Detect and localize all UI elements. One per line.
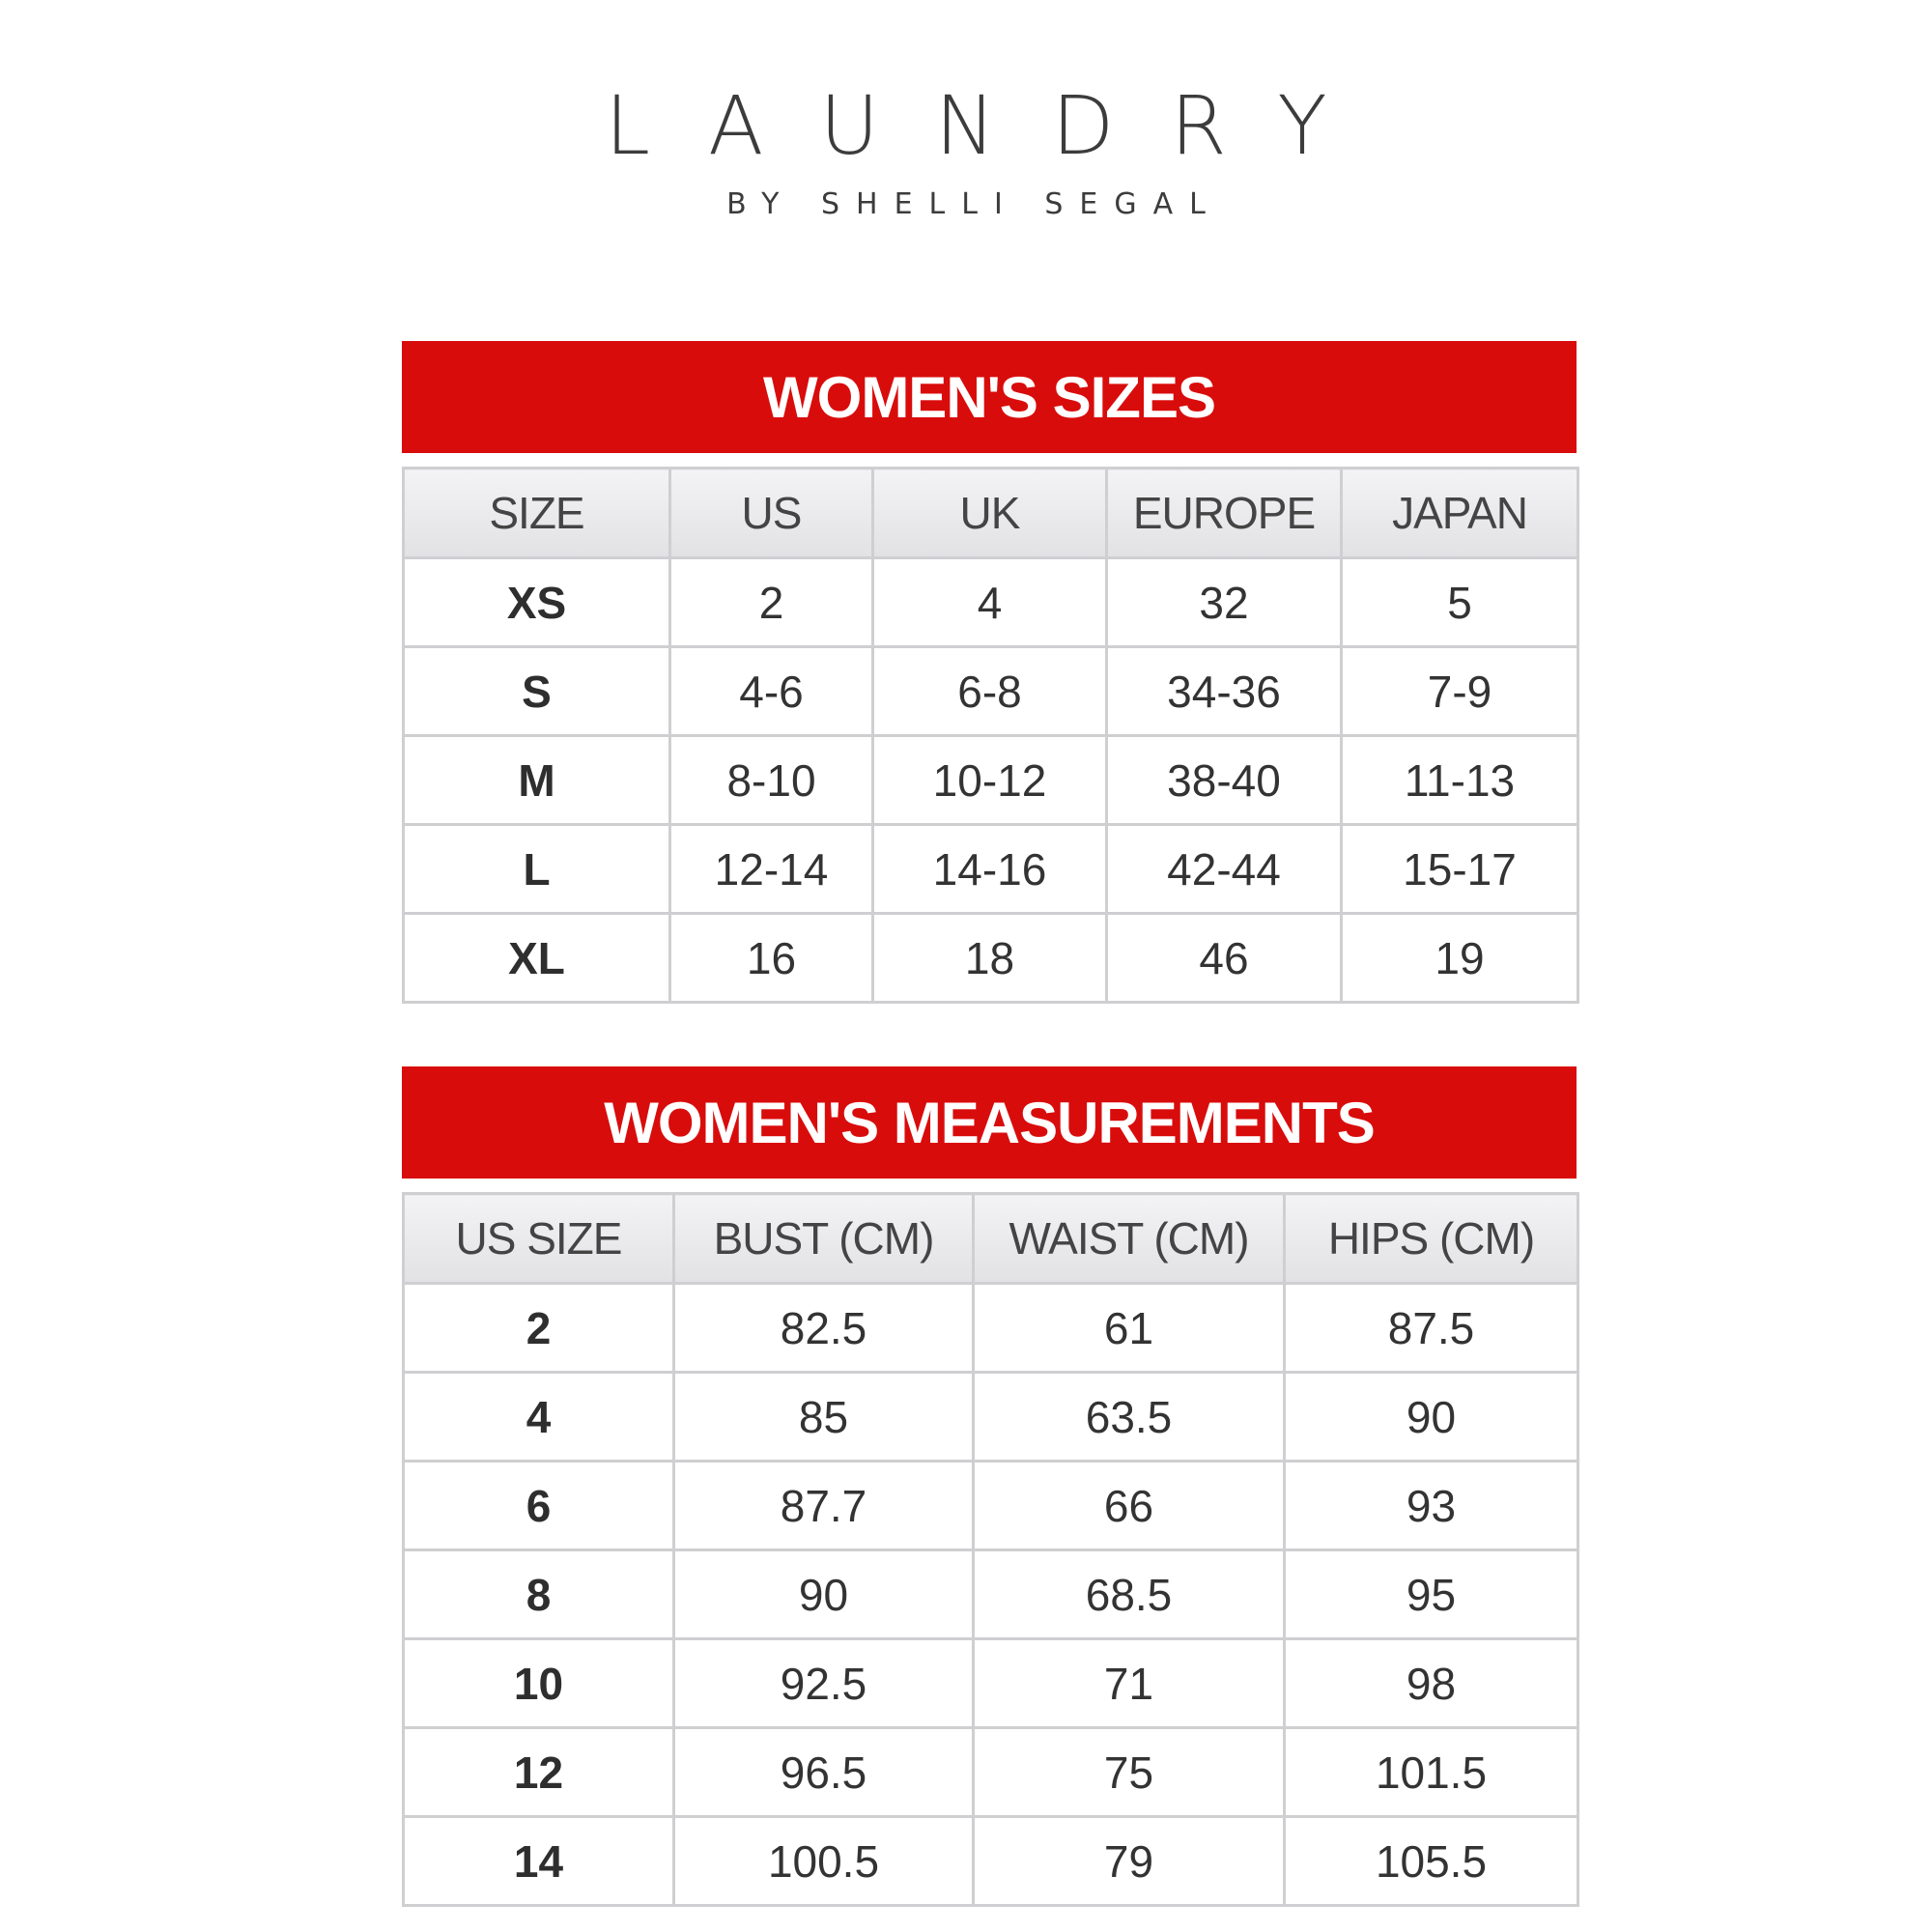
us-size-label: 2: [404, 1284, 674, 1373]
table-row: [404, 1728, 1578, 1817]
womens-measurements-section: [402, 1066, 1577, 1907]
table-cell: 38-40: [1107, 736, 1342, 825]
table-cell: 34-36: [1107, 647, 1342, 736]
us-size-label: 6: [404, 1462, 674, 1550]
table-cell: 82.5: [674, 1284, 974, 1373]
table-cell: 46: [1107, 914, 1342, 1003]
table-cell: 12-14: [670, 825, 873, 914]
us-size-label: 12: [404, 1728, 674, 1817]
table-cell: 101.5: [1285, 1728, 1578, 1817]
table-cell: 4: [873, 558, 1107, 647]
column-header: SIZE: [404, 469, 670, 558]
womens-sizes-title: WOMEN'S SIZES: [402, 341, 1577, 453]
table-cell: 105.5: [1285, 1817, 1578, 1906]
table-cell: 15-17: [1342, 825, 1578, 914]
table-cell: 79: [974, 1817, 1285, 1906]
table-cell: 18: [873, 914, 1107, 1003]
table-cell: 63.5: [974, 1373, 1285, 1462]
table-cell: 95: [1285, 1550, 1578, 1639]
womens-sizes-table: [402, 467, 1579, 1004]
table-row: [404, 1550, 1578, 1639]
table-cell: 71: [974, 1639, 1285, 1728]
size-label: XL: [404, 914, 670, 1003]
column-header: US: [670, 469, 873, 558]
size-label: S: [404, 647, 670, 736]
table-row: [404, 914, 1578, 1003]
us-size-label: 4: [404, 1373, 674, 1462]
size-label: L: [404, 825, 670, 914]
table-cell: 8-10: [670, 736, 873, 825]
brand-subtitle: BY SHELLI SEGAL: [726, 187, 1222, 221]
table-row: [404, 1817, 1578, 1906]
womens-sizes-section: [402, 341, 1577, 1004]
table-cell: 7-9: [1342, 647, 1578, 736]
table-cell: 10-12: [873, 736, 1107, 825]
table-row: [404, 1462, 1578, 1550]
table-header-row: [404, 1194, 1578, 1284]
table-row: [404, 1639, 1578, 1728]
table-cell: 87.5: [1285, 1284, 1578, 1373]
table-cell: 100.5: [674, 1817, 974, 1906]
table-row: [404, 1373, 1578, 1462]
brand-logo: [0, 78, 1932, 221]
column-header: US SIZE: [404, 1194, 674, 1284]
column-header: BUST (CM): [674, 1194, 974, 1284]
table-cell: 19: [1342, 914, 1578, 1003]
table-cell: 16: [670, 914, 873, 1003]
table-row: [404, 647, 1578, 736]
table-cell: 4-6: [670, 647, 873, 736]
table-cell: 6-8: [873, 647, 1107, 736]
us-size-label: 10: [404, 1639, 674, 1728]
us-size-label: 14: [404, 1817, 674, 1906]
column-header: UK: [873, 469, 1107, 558]
size-label: XS: [404, 558, 670, 647]
table-cell: 93: [1285, 1462, 1578, 1550]
table-cell: 85: [674, 1373, 974, 1462]
table-cell: 96.5: [674, 1728, 974, 1817]
table-header-row: [404, 469, 1578, 558]
size-label: M: [404, 736, 670, 825]
table-cell: 61: [974, 1284, 1285, 1373]
table-cell: 32: [1107, 558, 1342, 647]
table-cell: 98: [1285, 1639, 1578, 1728]
column-header: JAPAN: [1342, 469, 1578, 558]
column-header: HIPS (CM): [1285, 1194, 1578, 1284]
table-row: [404, 1284, 1578, 1373]
table-cell: 92.5: [674, 1639, 974, 1728]
table-row: [404, 825, 1578, 914]
table-row: [404, 558, 1578, 647]
brand-name: LAUNDRY: [605, 78, 1383, 173]
table-cell: 90: [674, 1550, 974, 1639]
womens-measurements-table: [402, 1192, 1579, 1907]
table-cell: 87.7: [674, 1462, 974, 1550]
table-cell: 42-44: [1107, 825, 1342, 914]
table-cell: 14-16: [873, 825, 1107, 914]
table-cell: 75: [974, 1728, 1285, 1817]
column-header: EUROPE: [1107, 469, 1342, 558]
table-cell: 11-13: [1342, 736, 1578, 825]
table-cell: 2: [670, 558, 873, 647]
column-header: WAIST (CM): [974, 1194, 1285, 1284]
table-cell: 68.5: [974, 1550, 1285, 1639]
table-row: [404, 736, 1578, 825]
table-cell: 90: [1285, 1373, 1578, 1462]
us-size-label: 8: [404, 1550, 674, 1639]
table-cell: 66: [974, 1462, 1285, 1550]
womens-measurements-title: WOMEN'S MEASUREMENTS: [402, 1066, 1577, 1179]
table-cell: 5: [1342, 558, 1578, 647]
